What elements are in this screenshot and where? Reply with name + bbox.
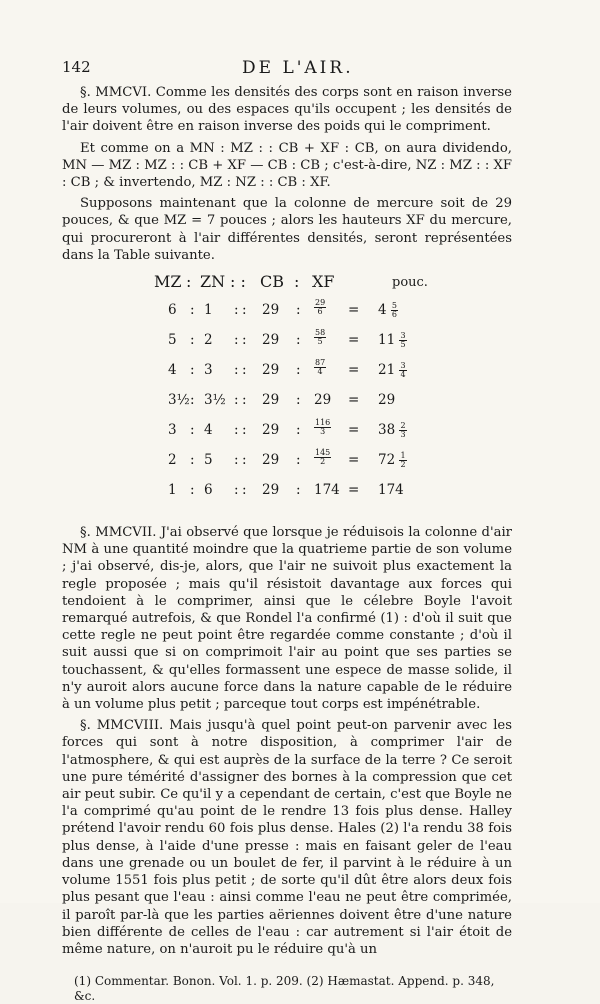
table-header-unit: pouc. <box>392 275 428 291</box>
table-cell-cb: 29 <box>262 482 280 499</box>
table-cell-zn: 2 <box>204 332 213 349</box>
table-cell-xf-fraction: $\frac{116}{3}$ <box>315 418 331 437</box>
table-cell-sep: : <box>242 302 247 319</box>
table-cell-cb: 29 <box>262 302 280 319</box>
table-header-zn: ZN <box>200 272 226 292</box>
table-cell-xf: 174 <box>314 482 340 499</box>
table-cell-mz: 3 <box>168 422 177 439</box>
table-cell-sep: : <box>190 362 195 379</box>
table-cell-zn: 1 <box>204 302 213 319</box>
page-header <box>62 58 512 84</box>
table-cell-zn: 5 <box>204 452 213 469</box>
paragraph-mmcvi: §. MMCVI. Comme les densités des corps sont en raison inverse de leurs volumes, ou des espaces qu'ils occupent ; les densités de l'air doivent être en raison inverse des poids qui le compriment. <box>62 85 512 135</box>
table-cell-sep: : <box>190 482 195 499</box>
paragraph-mmcviii: §. MMCVIII. Mais jusqu'à quel point peut-on parvenir avec les forces qui sont à notre disposition, à comprimer l'air de l'atmosphere, & qui est auprès de la surface de la terre ? Ce seroit une pure témérité d'assigner des bornes à la compression que cet air peut subir. Ce qu'il y a cependant de certain, c'est que Boyle ne l'a comprimé qu'au point de le rendre 13 fois plus dense. Halley prétend l'avoir rendu 60 fois plus dense. Hales (2) l'a rendu 38 fois plus dense, à l'aide d'une presse : mais en faisant geler de l'eau dans une grenade ou un boulet de fer, il parvint à le réduire à un volume 1551 fois plus petit ; de sorte qu'il dût être alors deux fois plus pesant que l'eau : ainsi comme l'eau ne peut être comprimée, il paroît par-là que les parties aëriennes doivent être d'une nature bien différente de celles de l'eau : car autrement si l'air étoit de même nature, on n'auroit pu le réduire qu'à un <box>62 718 512 957</box>
table-cell-cb: 29 <box>262 392 280 409</box>
table-cell-equals: = <box>348 392 360 409</box>
table-cell-xf-fraction: $\frac{58}{5}$ <box>315 328 326 347</box>
table-cell-sep: : <box>234 452 239 469</box>
table-cell-mz: 3½ <box>168 392 190 409</box>
table-cell-equals: = <box>348 302 360 319</box>
table-cell-zn: 3½ <box>204 392 226 409</box>
table-cell-xf: 29 <box>314 392 332 409</box>
table-header-mz: MZ <box>154 272 182 292</box>
table-cell-xf <box>314 359 326 376</box>
table-cell-sep: : <box>190 332 195 349</box>
table-cell-sep: : <box>190 302 195 319</box>
table-cell-sep: : <box>296 392 301 409</box>
table-cell-mz: 6 <box>168 302 177 319</box>
table-cell-result-fraction: $\frac{3}{4}$ <box>400 361 406 380</box>
table-cell-result-fraction: $\frac{3}{5}$ <box>400 331 406 350</box>
table-cell-sep: : <box>234 302 239 319</box>
table-cell-cb: 29 <box>262 422 280 439</box>
table-cell-result: 11 $\frac{3}{5}$ <box>378 331 406 350</box>
table-cell-xf <box>314 419 331 436</box>
table-cell-sep: : <box>242 362 247 379</box>
table-cell-mz: 5 <box>168 332 177 349</box>
table-cell-sep: : <box>242 392 247 409</box>
table-cell-mz: 2 <box>168 452 177 469</box>
table-cell-xf <box>314 449 331 466</box>
table-header-colon: : <box>186 272 192 292</box>
table-cell-sep: : <box>296 302 301 319</box>
table-cell-result: 21 $\frac{3}{4}$ <box>378 361 406 380</box>
table-cell-xf <box>314 299 326 316</box>
table-cell-cb: 29 <box>262 332 280 349</box>
paragraph-suppose: Supposons maintenant que la colonne de mercure soit de 29 pouces, & que MZ = 7 pouces ; alors les hauteurs XF du mercure, qui procureront à l'air différentes densités, seront représentées dans la Table suivante. <box>62 196 512 263</box>
table-cell-xf-fraction: $\frac{145}{2}$ <box>315 448 331 467</box>
table-cell-sep: : <box>234 482 239 499</box>
paragraph-proportion: Et comme on a MN : MZ : : CB + XF : CB, on aura dividendo, MN — MZ : MZ : : CB + XF — CB : CB ; c'est-à-dire, NZ : MZ : : XF : CB ; & invertendo, MZ : NZ : : CB : XF. <box>62 140 512 191</box>
table-header-xf: XF <box>312 272 335 292</box>
table-cell-result: 29 <box>378 392 396 409</box>
table-cell-sep: : <box>296 482 301 499</box>
page-number: 142 <box>62 58 91 76</box>
table-cell-result: 72 $\frac{1}{2}$ <box>378 451 406 470</box>
table-cell-equals: = <box>348 452 360 469</box>
table-cell-sep: : <box>242 422 247 439</box>
table-cell-xf <box>314 329 326 346</box>
table-cell-sep: : <box>190 392 195 409</box>
running-title: DE L'AIR. <box>242 58 354 78</box>
table-cell-mz: 1 <box>168 482 177 499</box>
table-cell-sep: : <box>242 482 247 499</box>
table-header-cb: CB <box>260 272 284 292</box>
table-cell-sep: : <box>242 332 247 349</box>
table-cell-zn: 3 <box>204 362 213 379</box>
table-cell-zn: 6 <box>204 482 213 499</box>
table-cell-result: 4 $\frac{5}{6}$ <box>378 301 397 320</box>
table-cell-sep: : <box>296 332 301 349</box>
table-header-colon-2: : <box>294 272 300 292</box>
table-cell-result-fraction: $\frac{1}{2}$ <box>400 451 406 470</box>
table-cell-equals: = <box>348 332 360 349</box>
table-cell-result: 38 $\frac{2}{3}$ <box>378 421 406 440</box>
table-cell-sep: : <box>190 452 195 469</box>
table-cell-mz: 4 <box>168 362 177 379</box>
table-cell-sep: : <box>234 392 239 409</box>
table-header-double-colon: : : <box>230 272 246 292</box>
table-cell-sep: : <box>296 422 301 439</box>
footnotes: (1) Commentar. Bonon. Vol. 1. p. 209. (2) Hæmastat. Append. p. 348, &c. <box>74 974 495 1004</box>
table-cell-result: 174 <box>378 482 404 499</box>
table-cell-sep: : <box>234 332 239 349</box>
table-cell-sep: : <box>234 362 239 379</box>
table-cell-result-fraction: $\frac{2}{3}$ <box>400 421 406 440</box>
table-cell-result-fraction: $\frac{5}{6}$ <box>391 301 397 320</box>
table-cell-equals: = <box>348 482 360 499</box>
table-cell-xf-fraction: $\frac{87}{4}$ <box>315 358 326 377</box>
density-table <box>62 272 512 518</box>
table-cell-xf-fraction: $\frac{29}{6}$ <box>315 298 326 317</box>
table-cell-equals: = <box>348 422 360 439</box>
table-cell-cb: 29 <box>262 452 280 469</box>
table-cell-sep: : <box>296 362 301 379</box>
table-cell-zn: 4 <box>204 422 213 439</box>
paragraph-mmcvii: §. MMCVII. J'ai observé que lorsque je réduisois la colonne d'air NM à une quantité moindre que la quatrieme partie de son volume ; j'ai observé, dis-je, alors, que l'air ne suivoit plus exactement la regle proposée ; mais qu'il résistoit davantage aux forces qui tendoient à le comprimer, ainsi que le célebre Boyle l'avoit remarqué autrefois, & que Rondel l'a confirmé (1) : d'où il suit que cette regle ne peut point être regardée comme constante ; d'où il suit aussi que si on comprimoit l'air au point que ses parties se touchassent, & qu'elles formassent une espece de masse solide, il n'y auroit alors aucune force dans la nature capable de le réduire à un volume plus petit ; parceque tout corps est impénétrable. <box>62 525 512 713</box>
table-cell-cb: 29 <box>262 362 280 379</box>
table-cell-sep: : <box>190 422 195 439</box>
table-cell-sep: : <box>234 422 239 439</box>
table-cell-sep: : <box>242 452 247 469</box>
table-cell-sep: : <box>296 452 301 469</box>
table-cell-equals: = <box>348 362 360 379</box>
